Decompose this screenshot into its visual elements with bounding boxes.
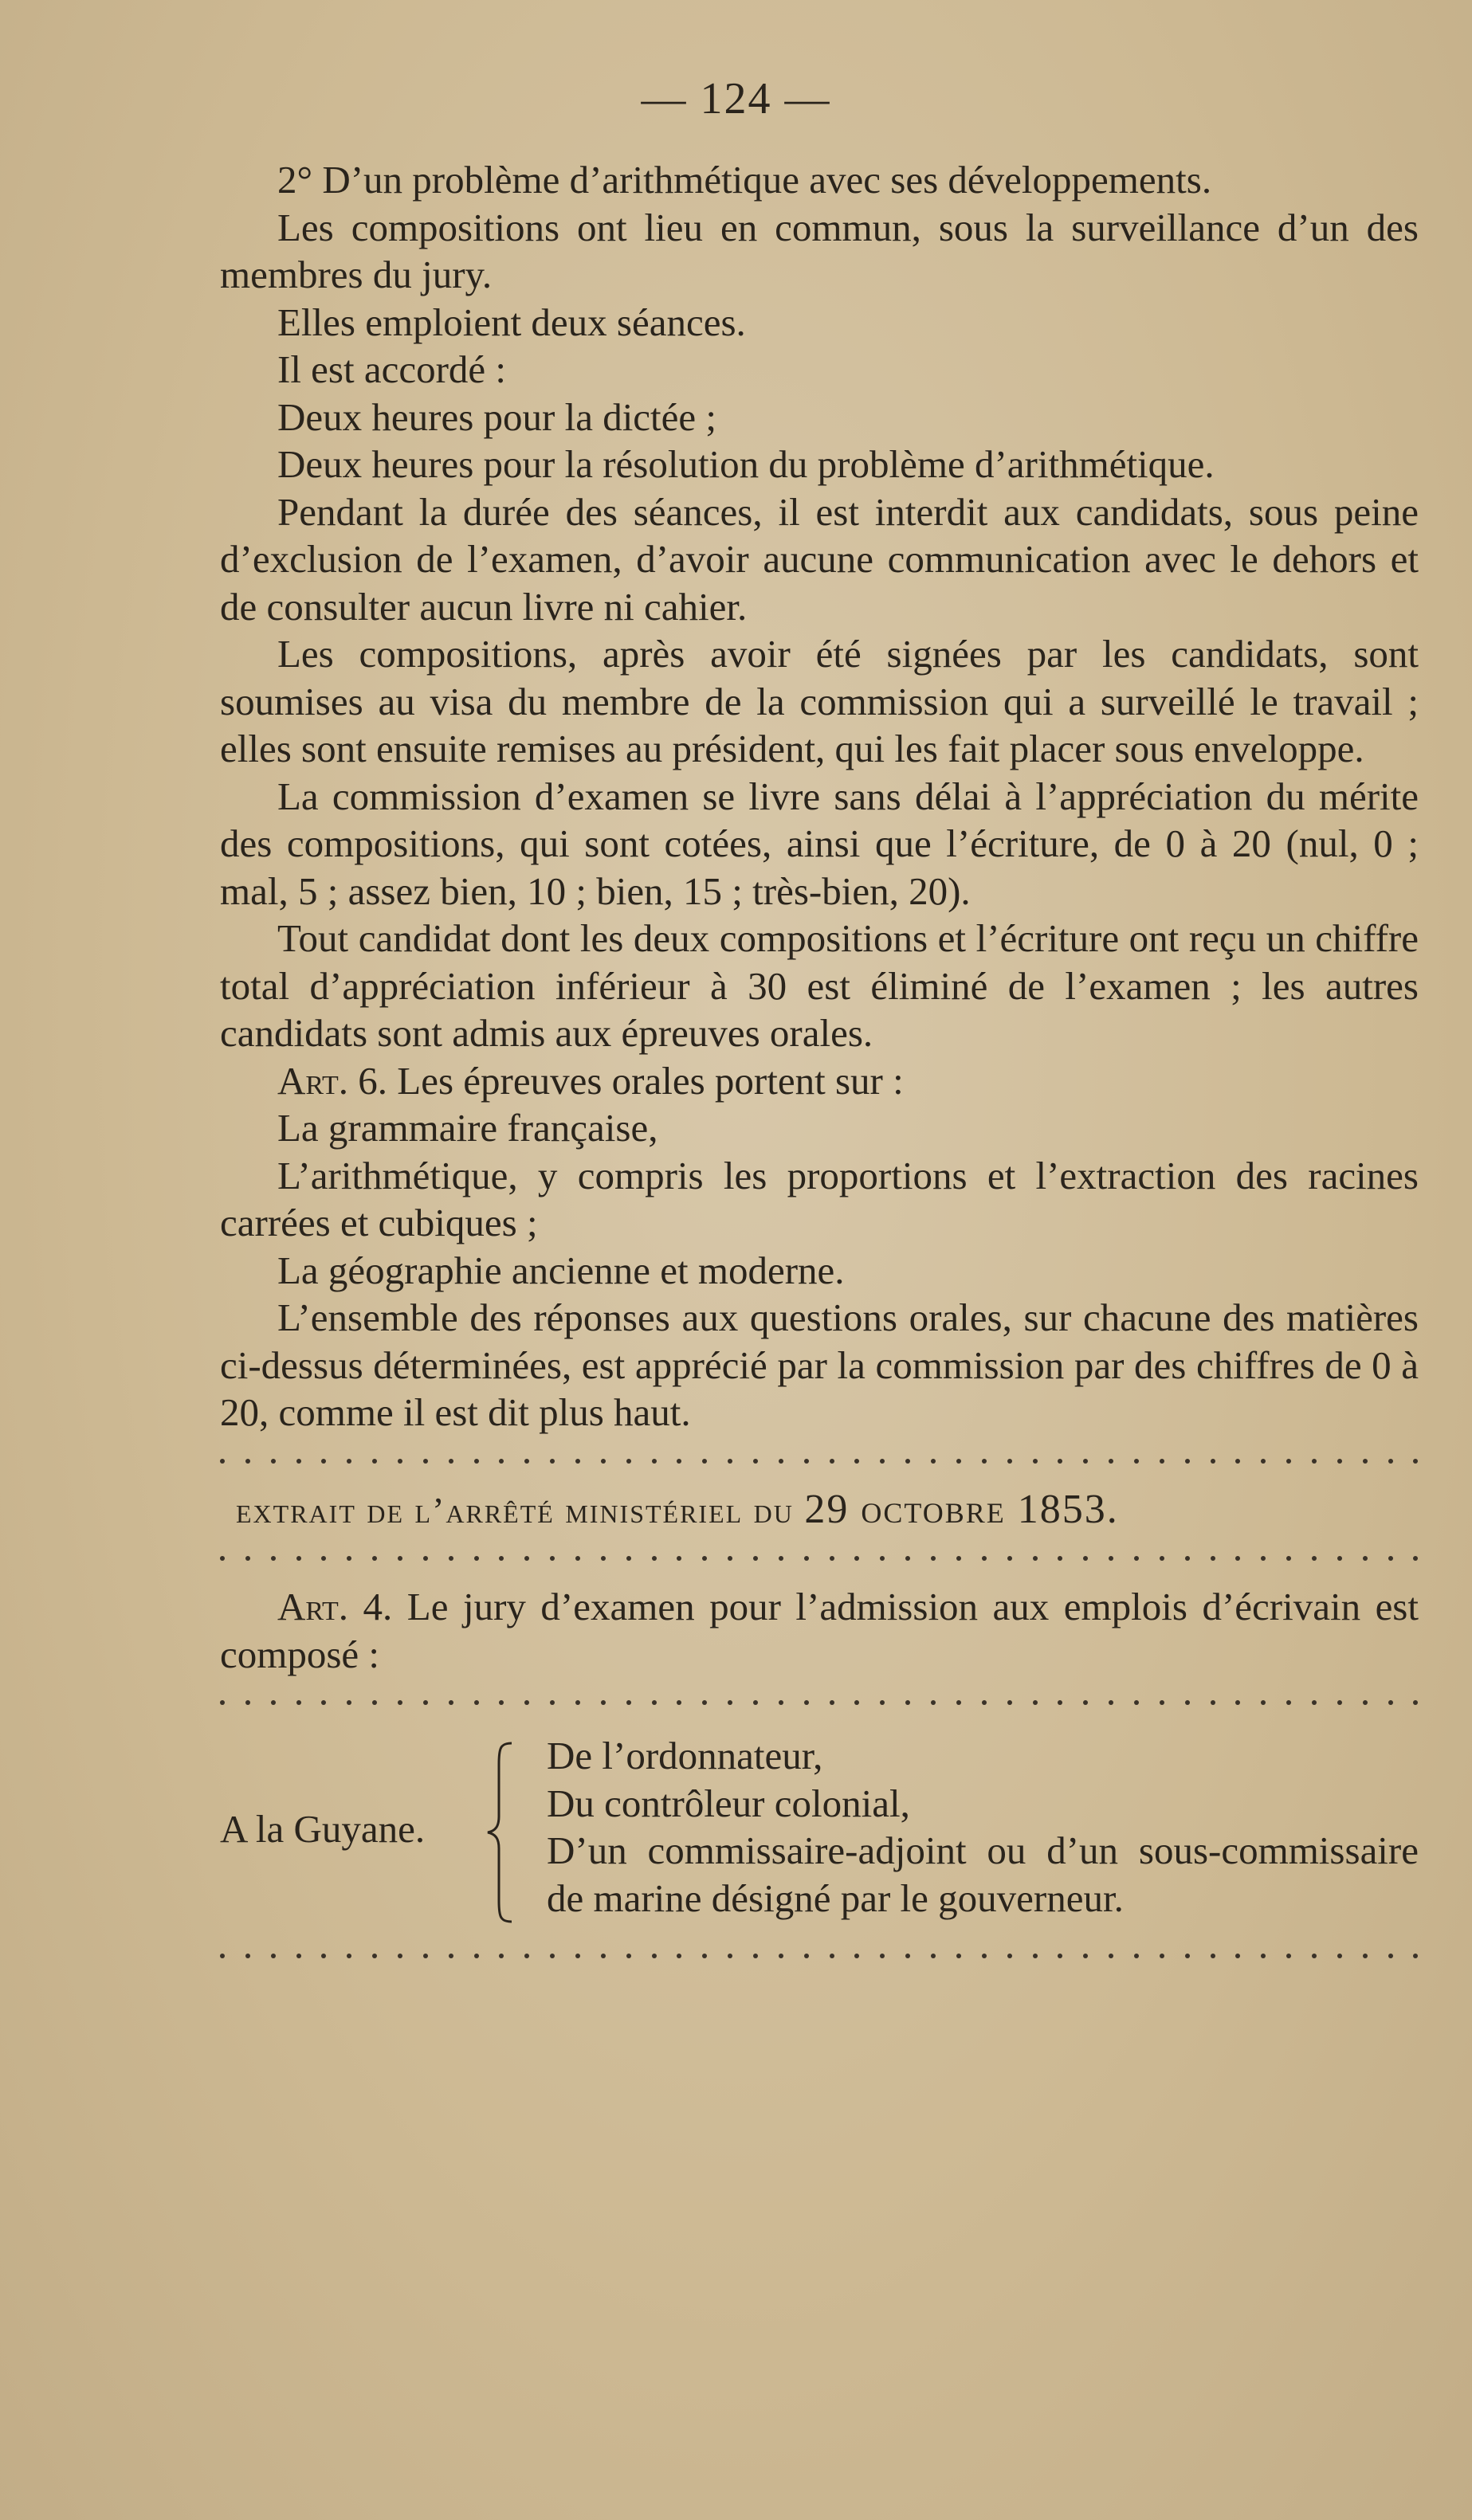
dot-icon [449, 1700, 453, 1705]
dot-icon [245, 1954, 250, 1958]
dot-icon [449, 1459, 453, 1464]
dot-icon [423, 1459, 428, 1464]
dot-icon [830, 1700, 834, 1705]
dot-icon [702, 1459, 707, 1464]
dot-icon [1363, 1556, 1368, 1561]
member-controleur: Du contrôleur colonial, [547, 1781, 910, 1825]
dot-icon [1185, 1459, 1190, 1464]
dot-icon [830, 1954, 834, 1958]
dot-icon [956, 1459, 961, 1464]
dot-icon [1033, 1954, 1038, 1958]
dot-icon [449, 1954, 453, 1958]
dot-icon [1286, 1459, 1291, 1464]
dot-icon [245, 1459, 250, 1464]
dot-icon [1033, 1700, 1038, 1705]
dot-icon [880, 1459, 885, 1464]
paragraph-grammaire: La grammaire française, [277, 1106, 658, 1150]
dot-icon [1413, 1700, 1418, 1705]
dot-icon [626, 1700, 631, 1705]
dot-icon [905, 1954, 910, 1958]
dot-leader-separator [220, 1534, 1419, 1583]
dot-icon [296, 1556, 301, 1561]
dot-icon [728, 1954, 732, 1958]
dot-icon [753, 1556, 758, 1561]
dot-icon [1337, 1954, 1342, 1958]
dot-icon [1134, 1954, 1139, 1958]
dot-icon [1160, 1954, 1164, 1958]
dot-icon [1134, 1700, 1139, 1705]
paragraph-elimination: Tout candidat dont les deux compositions et l’écriture ont reçu un chiffre total d’appréciation inférieur à 30 est éliminé de l’examen ; les autres candidats sont admis aux épreuves orales. [220, 916, 1419, 1055]
dot-icon [1007, 1459, 1012, 1464]
dot-icon [1211, 1556, 1215, 1561]
dot-icon [271, 1700, 276, 1705]
dot-icon [905, 1700, 910, 1705]
article-text: Le jury d’examen pour l’admission aux emplois d’écrivain est composé : [220, 1585, 1419, 1676]
dot-icon [804, 1700, 809, 1705]
dot-icon [1211, 1700, 1215, 1705]
dot-icon [982, 1954, 987, 1958]
dot-icon [245, 1556, 250, 1561]
dot-icon [677, 1556, 681, 1561]
dot-icon [499, 1556, 504, 1561]
dot-icon [347, 1556, 351, 1561]
dot-icon [1413, 1459, 1418, 1464]
dot-icon [880, 1954, 885, 1958]
dot-icon [601, 1459, 606, 1464]
dot-icon [575, 1556, 580, 1561]
dot-icon [398, 1700, 402, 1705]
article-text: Les épreuves orales portent sur : [397, 1058, 904, 1103]
dot-icon [804, 1459, 809, 1464]
dot-icon [499, 1459, 504, 1464]
dot-icon [1134, 1556, 1139, 1561]
dot-icon [1261, 1459, 1266, 1464]
dot-icon [1261, 1954, 1266, 1958]
dot-icon [575, 1700, 580, 1705]
dot-icon [524, 1700, 529, 1705]
dot-icon [220, 1700, 225, 1705]
dot-icon [982, 1556, 987, 1561]
dot-icon [575, 1459, 580, 1464]
dot-icon [1033, 1556, 1038, 1561]
article-label: Art. [277, 1585, 349, 1628]
dot-icon [601, 1700, 606, 1705]
dot-icon [1363, 1459, 1368, 1464]
dot-icon [1160, 1459, 1164, 1464]
dot-icon [1109, 1459, 1113, 1464]
member-ordonnateur: De l’ordonnateur, [547, 1734, 823, 1777]
dot-icon [1033, 1459, 1038, 1464]
member-commissaire: D’un commissaire-adjoint ou d’un sous-commissaire de marine désigné par le gouverneur. [547, 1828, 1419, 1920]
dot-icon [1083, 1700, 1088, 1705]
dot-icon [296, 1459, 301, 1464]
dot-icon [524, 1556, 529, 1561]
article-number: 4. [363, 1585, 393, 1628]
dot-icon [398, 1954, 402, 1958]
extrait-date: 29 octobre 1853. [804, 1486, 1119, 1532]
article-4 [220, 1583, 1419, 1678]
dot-icon [677, 1459, 681, 1464]
dot-icon [1134, 1459, 1139, 1464]
dot-icon [982, 1700, 987, 1705]
dot-icon [398, 1459, 402, 1464]
dot-icon [347, 1954, 351, 1958]
dot-icon [321, 1954, 326, 1958]
dot-icon [779, 1556, 783, 1561]
dot-icon [1286, 1954, 1291, 1958]
dot-icon [804, 1954, 809, 1958]
dot-icon [652, 1700, 657, 1705]
dot-icon [1286, 1700, 1291, 1705]
dot-icon [372, 1700, 377, 1705]
dot-icon [449, 1556, 453, 1561]
dot-icon [779, 1954, 783, 1958]
dot-icon [1185, 1954, 1190, 1958]
dot-icon [1058, 1556, 1062, 1561]
dot-icon [652, 1556, 657, 1561]
dot-icon [1388, 1954, 1393, 1958]
dot-icon [626, 1954, 631, 1958]
body-text [220, 156, 1419, 1981]
dot-icon [474, 1459, 479, 1464]
dot-icon [779, 1459, 783, 1464]
paragraph-item-2: 2° D’un problème d’arithmétique avec ses développements. [277, 158, 1212, 202]
dot-icon [1083, 1459, 1088, 1464]
guyane-members [547, 1732, 1419, 1922]
paragraph-ensemble-reponses: L’ensemble des réponses aux questions orales, sur chacune des matières ci-dessus déterminées, est apprécié par la commission par des chiffres de 0 à 20, comme il est dit plus haut. [220, 1295, 1419, 1434]
dot-icon [854, 1556, 859, 1561]
dot-icon [1261, 1700, 1266, 1705]
dot-icon [1312, 1459, 1317, 1464]
dot-icon [1083, 1556, 1088, 1561]
paragraph-interdiction: Pendant la durée des séances, il est interdit aux candidats, sous peine d’exclusion de l’examen, d’avoir aucune communication avec le dehors et de consulter aucun livre ni cahier. [220, 489, 1419, 629]
dot-icon [1109, 1556, 1113, 1561]
dot-icon [524, 1459, 529, 1464]
dot-icon [880, 1700, 885, 1705]
dot-icon [1185, 1556, 1190, 1561]
dot-icon [956, 1556, 961, 1561]
dot-icon [804, 1556, 809, 1561]
dot-icon [271, 1954, 276, 1958]
dot-icon [702, 1954, 707, 1958]
paragraph-compositions-commun: Les compositions ont lieu en commun, sous la surveillance d’un des membres du jury. [220, 205, 1419, 296]
dot-icon [1211, 1954, 1215, 1958]
dot-icon [1109, 1954, 1113, 1958]
dot-icon [854, 1700, 859, 1705]
dot-icon [1235, 1459, 1240, 1464]
dot-icon [753, 1459, 758, 1464]
dot-icon [753, 1954, 758, 1958]
dot-icon [245, 1700, 250, 1705]
dot-icon [220, 1556, 225, 1561]
extrait-prefix: extrait de l’arrêté ministériel du [236, 1489, 794, 1530]
paragraph-heures-dictee: Deux heures pour la dictée ; [277, 394, 717, 439]
dot-icon [728, 1556, 732, 1561]
jury-composition-guyane [220, 1732, 1419, 1931]
dot-icon [702, 1700, 707, 1705]
dot-icon [931, 1459, 936, 1464]
dot-icon [1388, 1556, 1393, 1561]
dot-icon [1007, 1700, 1012, 1705]
dot-icon [982, 1459, 987, 1464]
paragraph-deux-seances: Elles emploient deux séances. [277, 300, 746, 344]
dot-icon [956, 1954, 961, 1958]
paragraph-geographie: La géographie ancienne et moderne. [277, 1248, 845, 1292]
dot-icon [423, 1700, 428, 1705]
dot-icon [728, 1700, 732, 1705]
dot-icon [296, 1700, 301, 1705]
dot-icon [550, 1700, 555, 1705]
dot-icon [321, 1700, 326, 1705]
dot-icon [550, 1459, 555, 1464]
dot-icon [398, 1556, 402, 1561]
dot-icon [474, 1954, 479, 1958]
dot-icon [423, 1954, 428, 1958]
dot-icon [1211, 1459, 1215, 1464]
article-6 [220, 1057, 1419, 1105]
dot-icon [652, 1459, 657, 1464]
dot-icon [1312, 1700, 1317, 1705]
paragraph-heures-probleme: Deux heures pour la résolution du problème d’arithmétique. [277, 442, 1215, 486]
dot-icon [1363, 1954, 1368, 1958]
article-number: 6. [358, 1058, 388, 1103]
dot-icon [830, 1556, 834, 1561]
paragraph-appreciation: La commission d’examen se livre sans délai à l’appréciation du mérite des compositions, qui sont cotées, ainsi que l’écriture, de 0 à 20 (nul, 0 ; mal, 5 ; assez bien, 10 ; bien, 15 ; très-bien, 20). [220, 774, 1419, 913]
paragraph-arithmetique: L’arithmétique, y compris les proportions et l’extraction des racines carrées et cubiques ; [220, 1153, 1419, 1244]
dot-icon [321, 1556, 326, 1561]
dot-icon [575, 1954, 580, 1958]
dot-icon [830, 1459, 834, 1464]
dot-icon [1235, 1954, 1240, 1958]
dot-icon [474, 1700, 479, 1705]
dot-icon [1286, 1556, 1291, 1561]
guyane-label: A la Guyane. [220, 1807, 426, 1851]
dot-icon [1007, 1556, 1012, 1561]
dot-icon [652, 1954, 657, 1958]
dot-icon [372, 1556, 377, 1561]
dot-icon [1337, 1556, 1342, 1561]
dot-icon [1337, 1700, 1342, 1705]
dot-icon [1413, 1556, 1418, 1561]
dot-icon [296, 1954, 301, 1958]
dot-icon [1388, 1459, 1393, 1464]
dot-icon [271, 1459, 276, 1464]
dot-leader-separator [220, 1436, 1419, 1486]
dot-icon [220, 1459, 225, 1464]
dot-icon [880, 1556, 885, 1561]
dot-icon [956, 1700, 961, 1705]
dot-icon [931, 1954, 936, 1958]
dot-icon [779, 1700, 783, 1705]
article-label: Art. [277, 1058, 349, 1103]
dot-icon [1235, 1700, 1240, 1705]
dot-icon [1261, 1556, 1266, 1561]
dot-icon [626, 1556, 631, 1561]
dot-icon [550, 1556, 555, 1561]
dot-icon [1235, 1556, 1240, 1561]
page-number: — 124 — [641, 74, 831, 123]
curly-brace-icon [485, 1740, 516, 1925]
dot-icon [347, 1700, 351, 1705]
dot-icon [931, 1556, 936, 1561]
dot-icon [728, 1459, 732, 1464]
dot-icon [524, 1954, 529, 1958]
dot-icon [474, 1556, 479, 1561]
extrait-heading [220, 1486, 1419, 1534]
dot-icon [1058, 1954, 1062, 1958]
dot-icon [753, 1700, 758, 1705]
dot-icon [220, 1954, 225, 1958]
dot-icon [905, 1459, 910, 1464]
dot-icon [1007, 1954, 1012, 1958]
dot-icon [677, 1700, 681, 1705]
dot-icon [1058, 1459, 1062, 1464]
dot-icon [499, 1700, 504, 1705]
dot-icon [1058, 1700, 1062, 1705]
dot-icon [677, 1954, 681, 1958]
dot-icon [372, 1954, 377, 1958]
dot-icon [1337, 1459, 1342, 1464]
paragraph-il-est-accorde: Il est accordé : [277, 347, 507, 391]
dot-icon [423, 1556, 428, 1561]
dot-icon [854, 1459, 859, 1464]
dot-icon [550, 1954, 555, 1958]
dot-icon [702, 1556, 707, 1561]
dot-icon [1363, 1700, 1368, 1705]
dot-icon [1185, 1700, 1190, 1705]
dot-icon [347, 1459, 351, 1464]
dot-icon [931, 1700, 936, 1705]
dot-icon [1083, 1954, 1088, 1958]
dot-leader-separator [220, 1931, 1419, 1981]
dot-leader-separator [220, 1678, 1419, 1727]
dot-icon [321, 1459, 326, 1464]
dot-icon [1388, 1700, 1393, 1705]
dot-icon [905, 1556, 910, 1561]
dot-icon [1312, 1954, 1317, 1958]
dot-icon [372, 1459, 377, 1464]
dot-icon [1160, 1556, 1164, 1561]
dot-icon [1160, 1700, 1164, 1705]
dot-icon [854, 1954, 859, 1958]
dot-icon [1109, 1700, 1113, 1705]
dot-icon [626, 1459, 631, 1464]
dot-icon [1413, 1954, 1418, 1958]
dot-icon [601, 1954, 606, 1958]
dot-icon [601, 1556, 606, 1561]
dot-icon [271, 1556, 276, 1561]
paragraph-signature-compositions: Les compositions, après avoir été signées par les candidats, sont soumises au visa du membre de la commission qui a surveillé le travail ; elles sont ensuite remises au président, qui les fait placer sous enveloppe. [220, 632, 1419, 770]
dot-icon [499, 1954, 504, 1958]
dot-icon [1312, 1556, 1317, 1561]
